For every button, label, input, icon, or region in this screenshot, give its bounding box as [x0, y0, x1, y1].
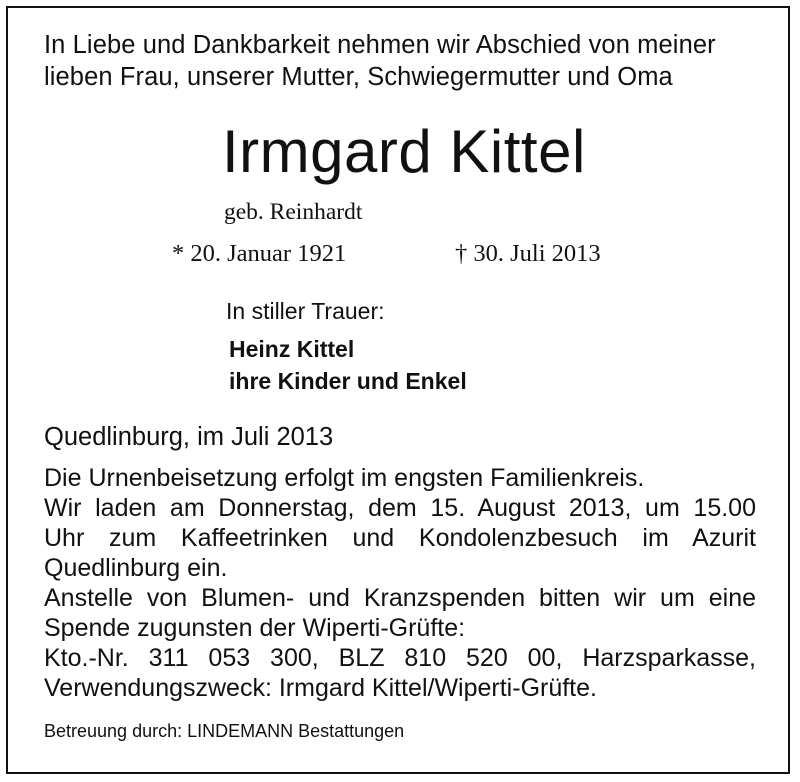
funeral-home-credit: Betreuung durch: LINDEMANN Bestattungen: [44, 721, 405, 741]
body-line: Die Urnenbeisetzung erfolgt im engsten Familienkreis.: [44, 464, 645, 492]
body-line: Quedlinburg ein.: [44, 554, 228, 582]
mourner-line-1: Heinz Kittel: [229, 336, 355, 362]
place-date: Quedlinburg, im Juli 2013: [44, 423, 334, 451]
body-line: Uhr zum Kaffeetrinken und Kondolenzbesuch im Azurit: [44, 524, 756, 552]
mourner-line-2: ihre Kinder und Enkel: [229, 368, 467, 394]
death-date: † 30. Juli 2013: [455, 240, 601, 267]
announcement-body: [44, 463, 756, 703]
body-line: Verwendungszweck: Irmgard Kittel/Wiperti-Grüfte.: [44, 674, 597, 702]
deceased-name: Irmgard Kittel: [222, 118, 586, 185]
intro-line-2: lieben Frau, unserer Mutter, Schwiegermutter und Oma: [44, 63, 673, 91]
body-line: Anstelle von Blumen- und Kranzspenden bitten wir um eine: [44, 584, 756, 612]
intro-line-1: In Liebe und Dankbarkeit nehmen wir Abschied von meiner: [44, 31, 716, 59]
body-line: Spende zugunsten der Wiperti-Grüfte:: [44, 614, 466, 642]
maiden-name: geb. Reinhardt: [224, 199, 363, 225]
mourning-intro: In stiller Trauer:: [226, 298, 385, 324]
body-line: Kto.-Nr. 311 053 300, BLZ 810 520 00, Harzsparkasse,: [44, 644, 756, 672]
body-line: Wir laden am Donnerstag, dem 15. August 2013, um 15.00: [44, 494, 756, 522]
birth-date: * 20. Januar 1921: [172, 240, 347, 267]
